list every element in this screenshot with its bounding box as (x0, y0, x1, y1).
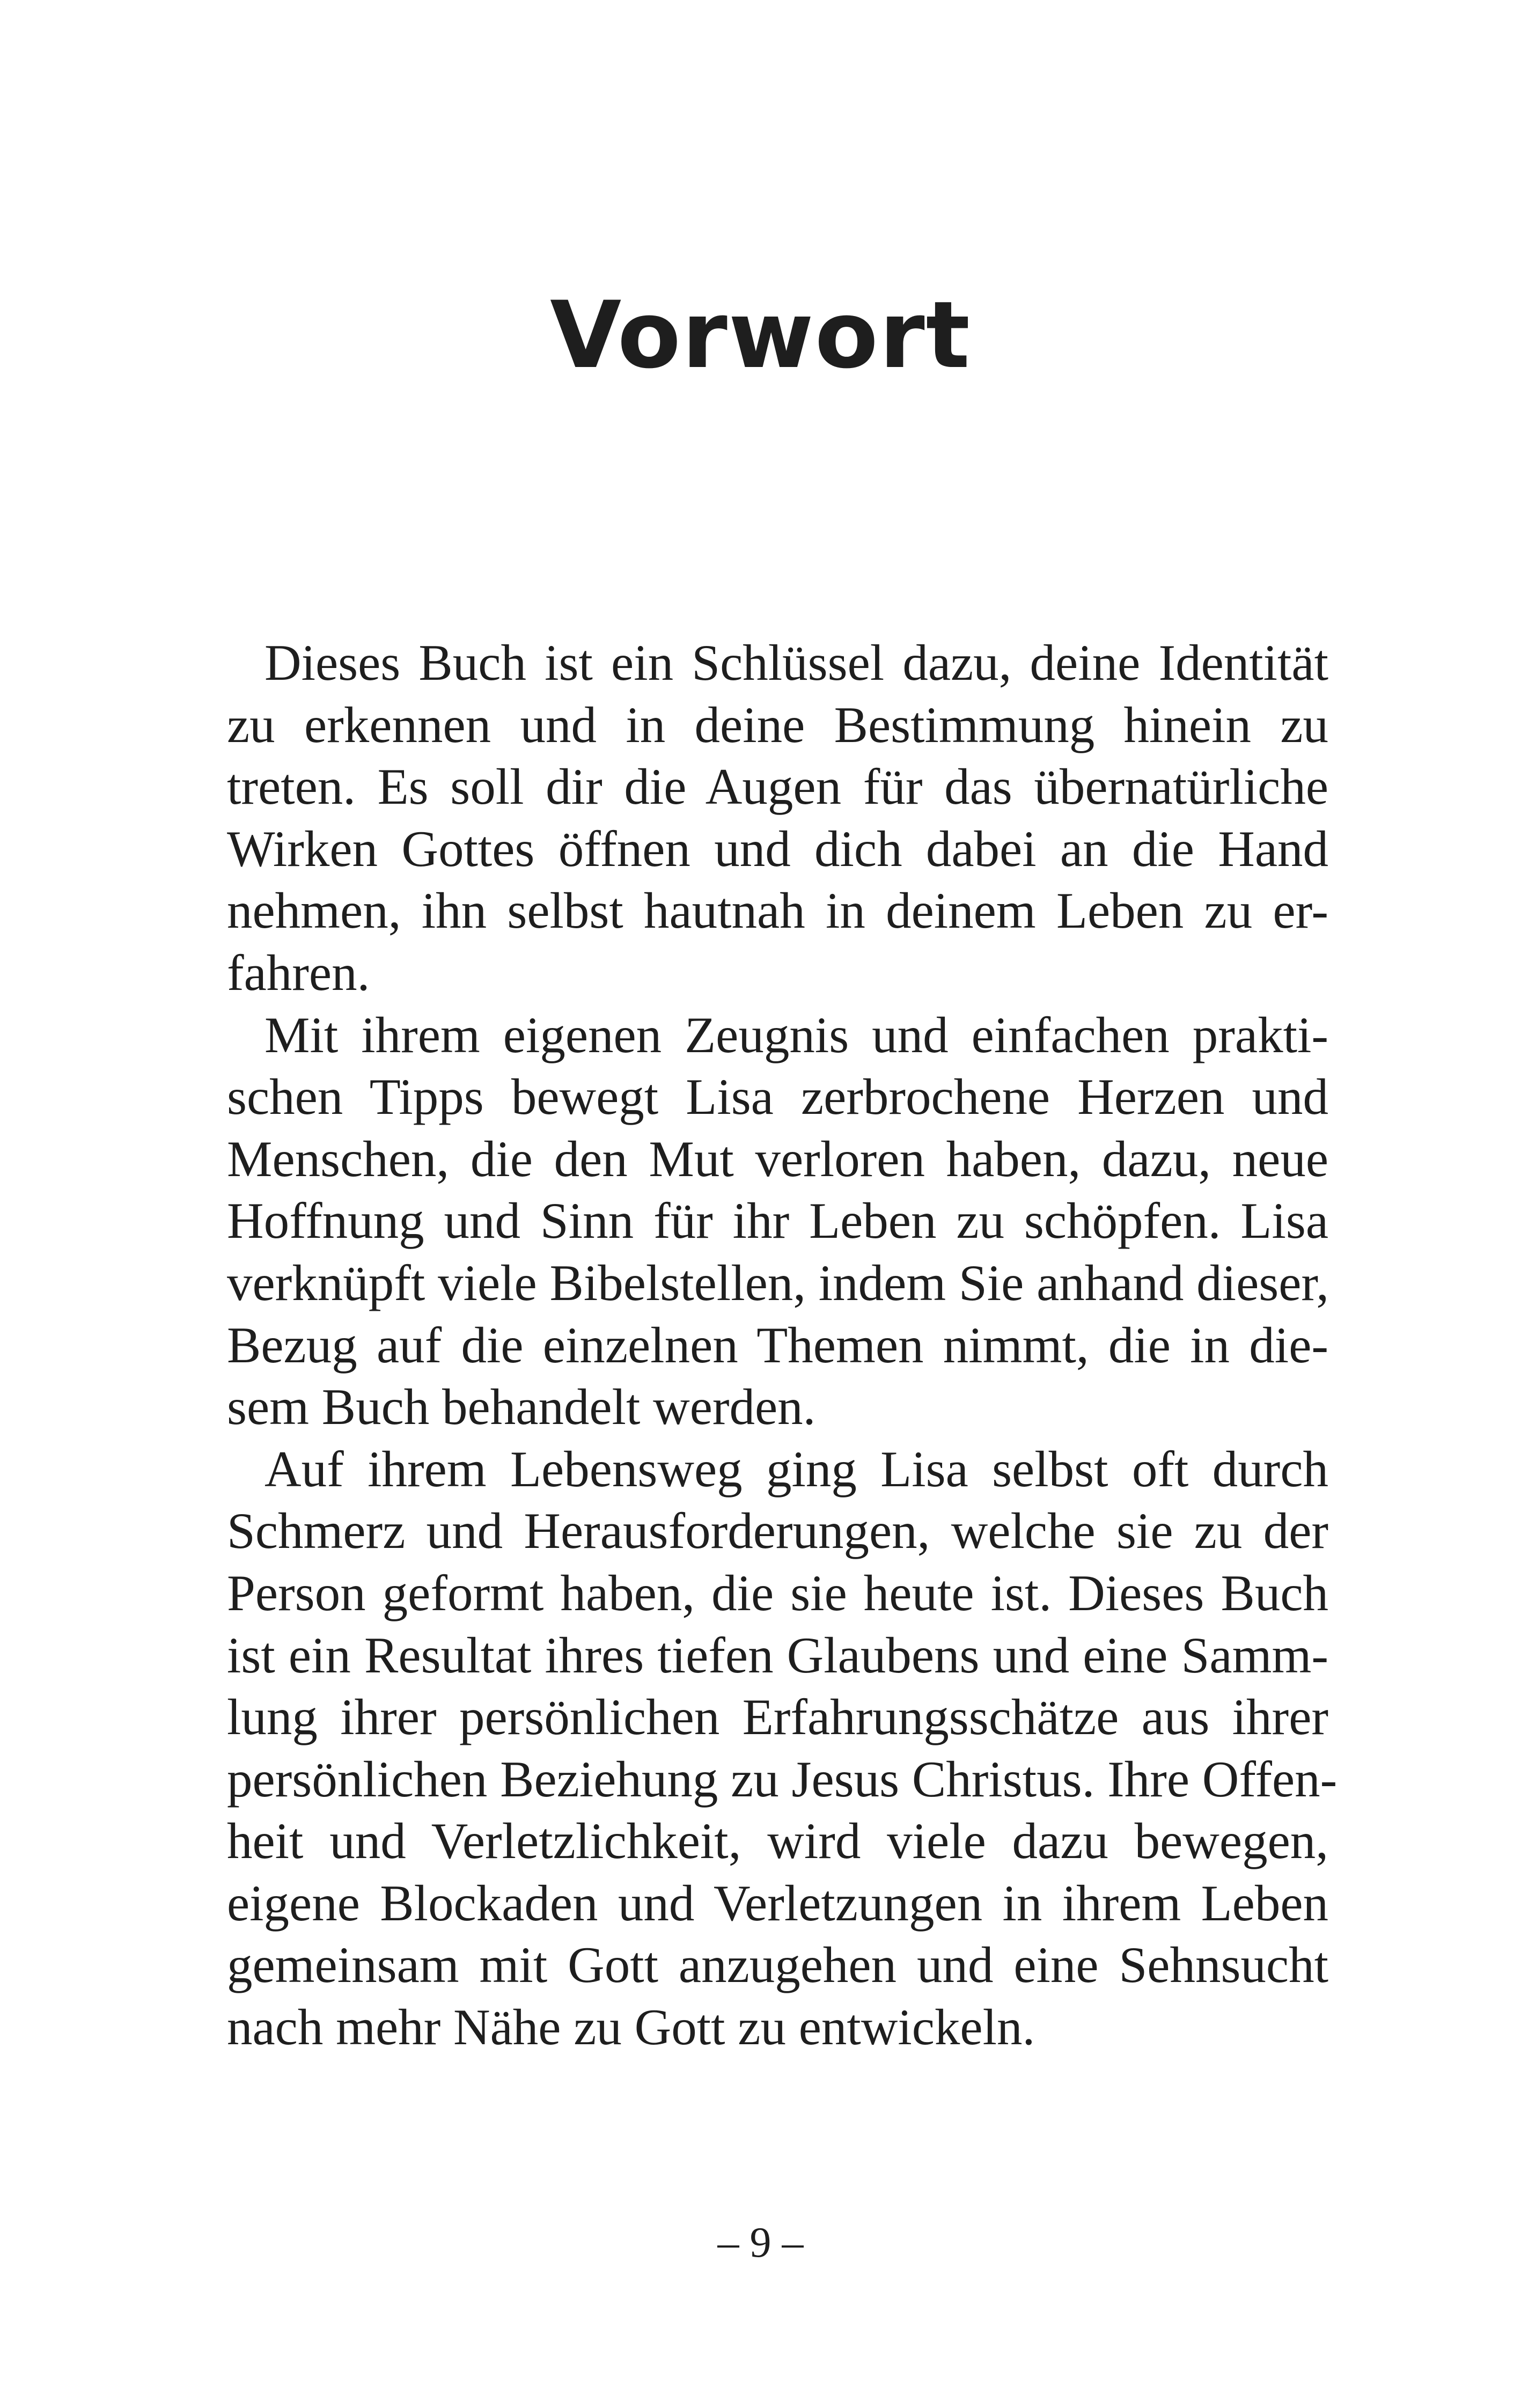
paragraph-3 (227, 1438, 1338, 2059)
text-line: Menschen, die den Mut verloren haben, dazu, neue (227, 1130, 1328, 1187)
paragraph-1 (227, 632, 1328, 1004)
text-line: treten. Es soll dir die Augen für das übernatürliche (227, 758, 1328, 816)
text-line: eigene Blockaden und Verletzungen in ihrem Leben (227, 1874, 1328, 1932)
text-line: lung ihrer persönlichen Erfahrungsschätze aus ihrer (227, 1688, 1328, 1746)
text-line: persönlichen Beziehung zu Jesus Christus. Ihre Offen- (227, 1750, 1338, 1808)
text-line: Mit ihrem eigenen Zeugnis und einfachen prakti- (264, 1006, 1328, 1063)
text-line: nehmen, ihn selbst hautnah in deinem Leben zu er- (227, 882, 1328, 939)
chapter-title: Vorwort (550, 281, 971, 389)
text-line: zu erkennen und in deine Bestimmung hinein zu (227, 696, 1328, 753)
text-line: verknüpft viele Bibelstellen, indem Sie anhand dieser, (227, 1254, 1329, 1311)
text-line: Bezug auf die einzelnen Themen nimmt, die in die- (227, 1316, 1328, 1374)
paragraph-2 (227, 1004, 1328, 1438)
text-line: sem Buch behandelt werden. (227, 1378, 816, 1436)
body-text (227, 632, 1338, 2059)
text-line: Person geformt haben, die sie heute ist. Dieses Buch (227, 1564, 1328, 1621)
text-line: Wirken Gottes öffnen und dich dabei an die Hand (227, 820, 1328, 877)
page-number: – 9 – (717, 2219, 804, 2266)
text-line: Schmerz und Herausforderungen, welche sie zu der (227, 1502, 1328, 1560)
text-line: heit und Verletzlichkeit, wird viele dazu bewegen, (227, 1812, 1328, 1870)
text-line: nach mehr Nähe zu Gott zu entwickeln. (227, 1999, 1035, 2056)
text-line: ist ein Resultat ihres tiefen Glaubens und eine Samm- (227, 1626, 1328, 1684)
text-line: Auf ihrem Lebensweg ging Lisa selbst oft durch (264, 1440, 1328, 1497)
text-line: schen Tipps bewegt Lisa zerbrochene Herzen und (227, 1068, 1328, 1126)
text-line: gemeinsam mit Gott anzugehen und eine Sehnsucht (227, 1936, 1328, 1994)
text-line: fahren. (227, 944, 370, 1001)
text-line: Hoffnung und Sinn für ihr Leben zu schöpfen. Lisa (227, 1192, 1328, 1250)
text-line: Dieses Buch ist ein Schlüssel dazu, deine Identität (264, 634, 1328, 691)
